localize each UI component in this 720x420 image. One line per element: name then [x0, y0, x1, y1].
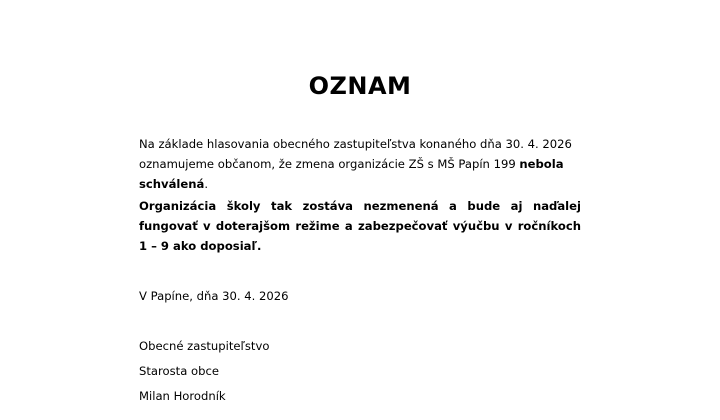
signature-mayor-name: Milan Horodník [139, 389, 226, 403]
signature-mayor-title: Starosta obce [139, 364, 219, 378]
signature-council: Obecné zastupiteľstvo [139, 339, 270, 353]
announcement-bold-text: nebola schválená [139, 157, 564, 191]
announcement-paragraph [139, 134, 581, 194]
announcement-period: . [204, 177, 209, 191]
announcement-text: Na základe hlasovania obecného zastupiteľstva konaného dňa 30. 4. 2026 oznamujeme občanom, že zmena organizácie ZŠ s MŠ Papín 199 [139, 137, 572, 171]
school-status-paragraph: Organizácia školy tak zostáva nezmenená a bude aj naďalej fungovať v doterajšom režime a zabezpečovať výučbu v ročníkoch 1 – 9 ako doposiaľ. [139, 199, 581, 253]
notice-title: OZNAM [308, 72, 412, 100]
place-and-date: V Papíne, dňa 30. 4. 2026 [139, 289, 289, 303]
